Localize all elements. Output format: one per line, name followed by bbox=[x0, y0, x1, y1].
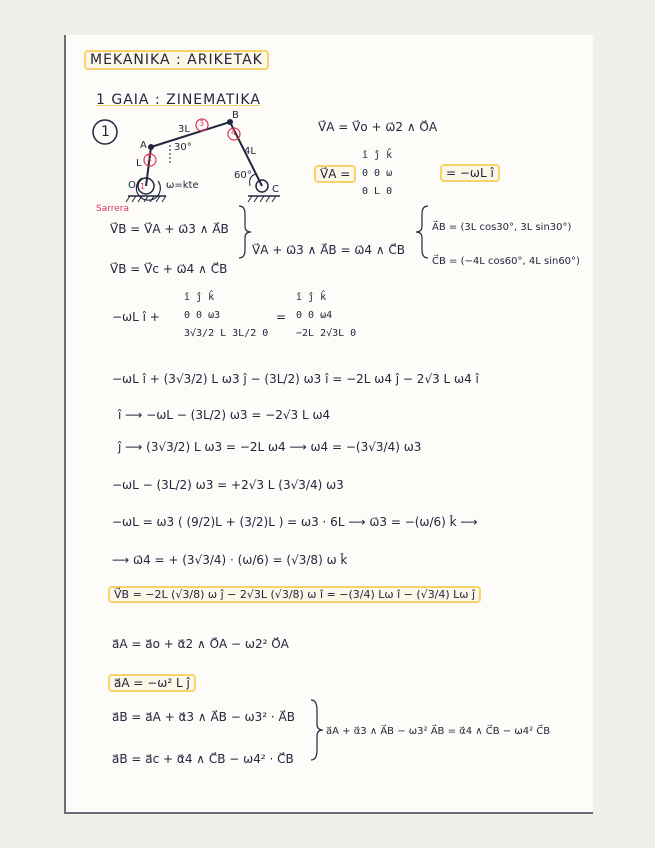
aa-result: a⃗A = −ω² L ĵ bbox=[108, 674, 196, 692]
va-result: = −ωL î bbox=[440, 164, 500, 182]
det2-row3: 3√3/2 L 3L/2 0 bbox=[184, 328, 269, 339]
solution-line3: ĵ ⟶ (3√3/2) L ω3 = −2L ω4 ⟶ ω4 = −(3√3/4) ω3 bbox=[118, 440, 422, 454]
det-equals: = bbox=[276, 310, 287, 324]
cb-vector: C⃗B = (−4L cos60°, 4L sin60°) bbox=[432, 256, 580, 267]
det3-row3: −2L 2√3L 0 bbox=[296, 328, 357, 339]
label-angle-a: 30° bbox=[174, 142, 192, 153]
va-det-lhs: V⃗A = bbox=[314, 165, 356, 183]
solution-line6: ⟶ ω⃗4 = + (3√3/4) · (ω/6) = (√3/8) ω k̂ bbox=[112, 553, 348, 567]
section-title: 1 GAIA : ZINEMATIKA bbox=[96, 92, 261, 108]
label-4l: 4L bbox=[244, 146, 256, 157]
problem-number: 1 bbox=[101, 124, 110, 140]
solution-line4: −ωL − (3L/2) ω3 = +2√3 L (3√3/4) ω3 bbox=[112, 478, 344, 492]
label-b: B bbox=[232, 110, 239, 121]
ab-eq2: a⃗B = a⃗c + α⃗4 ∧ C⃗B − ω4² · C⃗B bbox=[112, 752, 294, 766]
label-n2: 2 bbox=[147, 154, 153, 163]
det2-row2: 0 0 ω3 bbox=[184, 310, 221, 321]
ab-combined: a⃗A + α⃗3 ∧ A⃗B − ω3² A⃗B = α⃗4 ∧ C⃗B − ω4² C⃗B bbox=[326, 726, 551, 737]
label-a: A bbox=[140, 140, 147, 151]
label-o: O bbox=[128, 180, 136, 191]
det2-prefix: −ωL î + bbox=[112, 310, 160, 324]
vb-combined: V⃗A + ω⃗3 ∧ A⃗B = ω⃗4 ∧ C⃗B bbox=[252, 243, 406, 257]
det3-row1: î ĵ k̂ bbox=[296, 292, 327, 303]
aa-equation: a⃗A = a⃗o + α⃗2 ∧ O⃗A − ω2² O⃗A bbox=[112, 637, 289, 651]
ab-vector: A⃗B = (3L cos30°, 3L sin30°) bbox=[432, 222, 572, 233]
det2-row1: î ĵ k̂ bbox=[184, 292, 215, 303]
det1-row1: î ĵ k̂ bbox=[362, 150, 393, 161]
solution-line1: −ωL î + (3√3/2) L ω3 ĵ − (3L/2) ω3 î = −2L ω4 ĵ − 2√3 L ω4 î bbox=[112, 372, 479, 386]
vb-eq2: V⃗B = V⃗c + ω⃗4 ∧ C⃗B bbox=[110, 262, 228, 276]
det1-row3: 0 L 0 bbox=[362, 186, 393, 197]
label-3l: 3L bbox=[178, 124, 190, 135]
label-omega: ω=kte bbox=[166, 180, 199, 191]
label-fixed: Sarrera bbox=[96, 204, 130, 214]
va-equation: V⃗A = V⃗o + ω⃗2 ∧ O⃗A bbox=[318, 120, 438, 134]
solution-line5: −ωL = ω3 ( (9/2)L + (3/2)L ) = ω3 · 6L ⟶ ω⃗3 = −(ω/6) k̂ ⟶ bbox=[112, 515, 478, 529]
det3-row2: 0 0 ω4 bbox=[296, 310, 333, 321]
det1-row2: 0 0 ω bbox=[362, 168, 393, 179]
joint-a bbox=[148, 144, 154, 150]
label-n4: 4 bbox=[231, 128, 237, 137]
ab-eq1: a⃗B = a⃗A + α⃗3 ∧ A⃗B − ω3² · A⃗B bbox=[112, 710, 295, 724]
label-c: C bbox=[272, 184, 279, 195]
page-title: MEKANIKA : ARIKETAK bbox=[84, 50, 269, 70]
solution-line2: î ⟶ −ωL − (3L/2) ω3 = −2√3 L ω4 bbox=[118, 408, 331, 422]
label-angle-c: 60° bbox=[234, 170, 252, 181]
label-n3: 3 bbox=[199, 119, 205, 128]
vb-eq1: V⃗B = V⃗A + ω⃗3 ∧ A⃗B bbox=[110, 222, 229, 236]
vb-final: V⃗B = −2L (√3/8) ω ĵ − 2√3L (√3/8) ω î = −(3/4) Lω î − (√3/4) Lω ĵ bbox=[108, 586, 481, 603]
label-n1: 1 bbox=[140, 182, 146, 191]
label-l: L bbox=[136, 158, 142, 169]
